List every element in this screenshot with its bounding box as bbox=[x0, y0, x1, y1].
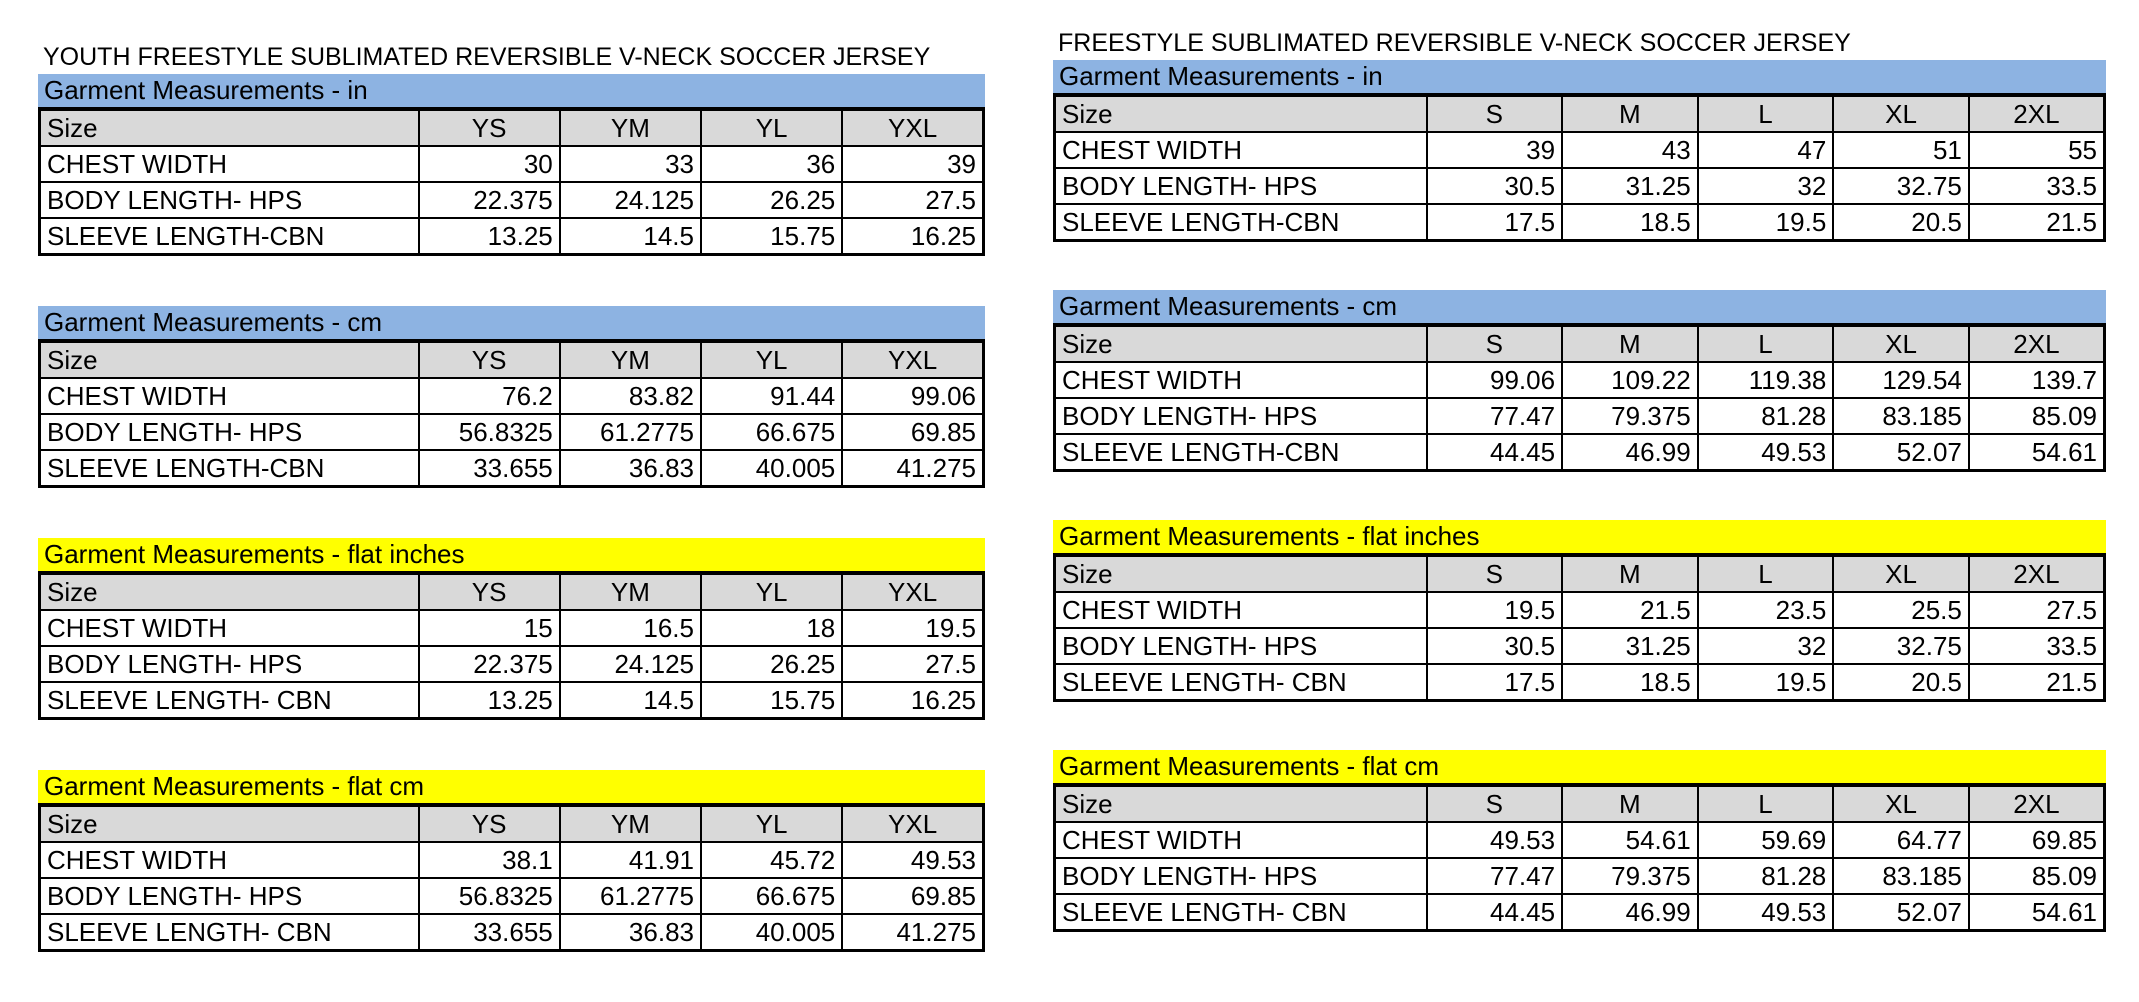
table-row bbox=[1055, 822, 2105, 858]
measurement-value: 22.375 bbox=[419, 646, 560, 682]
adult-sections bbox=[1053, 60, 2106, 980]
measurement-value: 45.72 bbox=[701, 842, 842, 878]
size-header: YL bbox=[701, 805, 842, 842]
table-row bbox=[40, 646, 984, 682]
adult-measurement-section bbox=[1053, 290, 2106, 520]
measurement-value: 59.69 bbox=[1698, 822, 1834, 858]
size-header: L bbox=[1698, 555, 1834, 592]
measurement-table bbox=[1053, 783, 2106, 932]
measurement-value: 77.47 bbox=[1427, 398, 1563, 434]
measurement-value: 44.45 bbox=[1427, 894, 1563, 931]
measurement-label: SLEEVE LENGTH- CBN bbox=[1055, 894, 1427, 931]
table-row bbox=[40, 218, 984, 255]
measurement-value: 13.25 bbox=[419, 682, 560, 719]
size-header: YL bbox=[701, 341, 842, 378]
measurement-value: 56.8325 bbox=[419, 414, 560, 450]
measurement-value: 66.675 bbox=[701, 414, 842, 450]
adult-measurement-section bbox=[1053, 520, 2106, 750]
measurement-value: 15.75 bbox=[701, 218, 842, 255]
table-row bbox=[40, 610, 984, 646]
table-row bbox=[1055, 204, 2105, 241]
measurement-value: 83.185 bbox=[1833, 398, 1969, 434]
measurement-label: CHEST WIDTH bbox=[40, 842, 419, 878]
measurement-table bbox=[1053, 553, 2106, 702]
measurement-value: 31.25 bbox=[1562, 628, 1698, 664]
measurement-value: 15 bbox=[419, 610, 560, 646]
measurement-value: 18 bbox=[701, 610, 842, 646]
measurement-value: 39 bbox=[1427, 132, 1563, 168]
measurement-value: 32 bbox=[1698, 168, 1834, 204]
measurement-value: 99.06 bbox=[842, 378, 983, 414]
measurement-value: 46.99 bbox=[1562, 894, 1698, 931]
table-row bbox=[40, 414, 984, 450]
size-header: YL bbox=[701, 109, 842, 146]
measurement-value: 21.5 bbox=[1969, 664, 2105, 701]
measurement-value: 21.5 bbox=[1969, 204, 2105, 241]
measurement-value: 30.5 bbox=[1427, 628, 1563, 664]
section-title: Garment Measurements - flat cm bbox=[1053, 750, 2106, 783]
size-header: YXL bbox=[842, 573, 983, 610]
measurement-value: 47 bbox=[1698, 132, 1834, 168]
measurement-value: 44.45 bbox=[1427, 434, 1563, 471]
size-column-header: Size bbox=[40, 109, 419, 146]
measurement-value: 32 bbox=[1698, 628, 1834, 664]
table-row bbox=[40, 878, 984, 914]
size-header: M bbox=[1562, 785, 1698, 822]
measurement-value: 69.85 bbox=[842, 414, 983, 450]
measurement-value: 49.53 bbox=[1698, 894, 1834, 931]
section-title: Garment Measurements - cm bbox=[1053, 290, 2106, 323]
adult-measurement-section bbox=[1053, 750, 2106, 980]
measurement-value: 26.25 bbox=[701, 182, 842, 218]
measurement-value: 55 bbox=[1969, 132, 2105, 168]
measurement-value: 38.1 bbox=[419, 842, 560, 878]
measurement-label: BODY LENGTH- HPS bbox=[1055, 858, 1427, 894]
measurement-value: 85.09 bbox=[1969, 858, 2105, 894]
size-header: YL bbox=[701, 573, 842, 610]
measurement-label: SLEEVE LENGTH-CBN bbox=[1055, 434, 1427, 471]
measurement-value: 16.5 bbox=[560, 610, 701, 646]
size-column-header: Size bbox=[1055, 325, 1427, 362]
table-header-row bbox=[1055, 95, 2105, 132]
measurement-value: 54.61 bbox=[1969, 434, 2105, 471]
size-header: S bbox=[1427, 95, 1563, 132]
measurement-label: BODY LENGTH- HPS bbox=[1055, 628, 1427, 664]
measurement-value: 30.5 bbox=[1427, 168, 1563, 204]
size-header: M bbox=[1562, 555, 1698, 592]
size-header: YS bbox=[419, 805, 560, 842]
measurement-value: 36 bbox=[701, 146, 842, 182]
table-header-row bbox=[1055, 555, 2105, 592]
table-header-row bbox=[40, 573, 984, 610]
measurement-value: 61.2775 bbox=[560, 414, 701, 450]
measurement-table bbox=[38, 107, 985, 256]
size-header: M bbox=[1562, 325, 1698, 362]
size-header: S bbox=[1427, 325, 1563, 362]
measurement-value: 83.185 bbox=[1833, 858, 1969, 894]
size-header: S bbox=[1427, 785, 1563, 822]
size-header: 2XL bbox=[1969, 325, 2105, 362]
measurement-value: 33 bbox=[560, 146, 701, 182]
measurement-label: CHEST WIDTH bbox=[40, 146, 419, 182]
measurement-value: 22.375 bbox=[419, 182, 560, 218]
measurement-value: 40.005 bbox=[701, 450, 842, 487]
size-header: YXL bbox=[842, 341, 983, 378]
measurement-value: 30 bbox=[419, 146, 560, 182]
measurement-value: 31.25 bbox=[1562, 168, 1698, 204]
youth-measurement-section bbox=[38, 74, 985, 306]
measurement-value: 85.09 bbox=[1969, 398, 2105, 434]
adult-product-title: FREESTYLE SUBLIMATED REVERSIBLE V-NECK SOCCER JERSEY bbox=[1058, 29, 1851, 57]
size-header: YM bbox=[560, 109, 701, 146]
measurement-value: 25.5 bbox=[1833, 592, 1969, 628]
section-title: Garment Measurements - flat cm bbox=[38, 770, 985, 803]
measurement-value: 20.5 bbox=[1833, 204, 1969, 241]
measurement-value: 18.5 bbox=[1562, 664, 1698, 701]
measurement-value: 40.005 bbox=[701, 914, 842, 951]
table-row bbox=[40, 914, 984, 951]
section-title: Garment Measurements - in bbox=[38, 74, 985, 107]
measurement-label: CHEST WIDTH bbox=[1055, 592, 1427, 628]
measurement-value: 36.83 bbox=[560, 450, 701, 487]
measurement-value: 99.06 bbox=[1427, 362, 1563, 398]
measurement-value: 36.83 bbox=[560, 914, 701, 951]
measurement-value: 77.47 bbox=[1427, 858, 1563, 894]
table-header-row bbox=[1055, 785, 2105, 822]
table-row bbox=[1055, 168, 2105, 204]
measurement-value: 81.28 bbox=[1698, 858, 1834, 894]
size-header: YM bbox=[560, 573, 701, 610]
measurement-value: 24.125 bbox=[560, 646, 701, 682]
size-header: YXL bbox=[842, 109, 983, 146]
measurement-value: 54.61 bbox=[1969, 894, 2105, 931]
measurement-value: 66.675 bbox=[701, 878, 842, 914]
measurement-label: BODY LENGTH- HPS bbox=[40, 878, 419, 914]
table-header-row bbox=[40, 805, 984, 842]
measurement-value: 49.53 bbox=[842, 842, 983, 878]
youth-measurement-section bbox=[38, 538, 985, 770]
measurement-value: 27.5 bbox=[842, 646, 983, 682]
measurement-value: 61.2775 bbox=[560, 878, 701, 914]
size-column-header: Size bbox=[40, 805, 419, 842]
measurement-value: 19.5 bbox=[1427, 592, 1563, 628]
measurement-value: 16.25 bbox=[842, 682, 983, 719]
measurement-value: 52.07 bbox=[1833, 894, 1969, 931]
measurement-value: 19.5 bbox=[1698, 664, 1834, 701]
measurement-value: 52.07 bbox=[1833, 434, 1969, 471]
size-header: XL bbox=[1833, 95, 1969, 132]
table-row bbox=[1055, 592, 2105, 628]
measurement-value: 16.25 bbox=[842, 218, 983, 255]
size-header: XL bbox=[1833, 785, 1969, 822]
measurement-value: 26.25 bbox=[701, 646, 842, 682]
measurement-table bbox=[1053, 93, 2106, 242]
measurement-value: 32.75 bbox=[1833, 168, 1969, 204]
measurement-label: SLEEVE LENGTH- CBN bbox=[1055, 664, 1427, 701]
measurement-value: 79.375 bbox=[1562, 398, 1698, 434]
size-column-header: Size bbox=[1055, 555, 1427, 592]
adult-measurement-section bbox=[1053, 60, 2106, 290]
size-header: 2XL bbox=[1969, 555, 2105, 592]
measurement-value: 43 bbox=[1562, 132, 1698, 168]
measurement-value: 21.5 bbox=[1562, 592, 1698, 628]
measurement-value: 13.25 bbox=[419, 218, 560, 255]
measurement-value: 33.5 bbox=[1969, 628, 2105, 664]
measurement-table bbox=[38, 339, 985, 488]
measurement-value: 91.44 bbox=[701, 378, 842, 414]
measurement-label: BODY LENGTH- HPS bbox=[40, 182, 419, 218]
measurement-value: 49.53 bbox=[1427, 822, 1563, 858]
size-header: 2XL bbox=[1969, 95, 2105, 132]
table-row bbox=[1055, 362, 2105, 398]
measurement-label: CHEST WIDTH bbox=[1055, 822, 1427, 858]
size-header: YM bbox=[560, 341, 701, 378]
size-header: L bbox=[1698, 785, 1834, 822]
size-header: L bbox=[1698, 95, 1834, 132]
measurement-value: 27.5 bbox=[842, 182, 983, 218]
measurement-label: BODY LENGTH- HPS bbox=[40, 646, 419, 682]
size-header: XL bbox=[1833, 555, 1969, 592]
youth-size-chart bbox=[38, 42, 985, 1002]
measurement-value: 17.5 bbox=[1427, 204, 1563, 241]
adult-size-chart bbox=[1053, 28, 2106, 980]
table-row bbox=[1055, 858, 2105, 894]
measurement-label: SLEEVE LENGTH-CBN bbox=[40, 218, 419, 255]
measurement-value: 41.91 bbox=[560, 842, 701, 878]
section-title: Garment Measurements - flat inches bbox=[1053, 520, 2106, 553]
measurement-value: 83.82 bbox=[560, 378, 701, 414]
size-header: XL bbox=[1833, 325, 1969, 362]
table-row bbox=[40, 682, 984, 719]
measurement-value: 119.38 bbox=[1698, 362, 1834, 398]
measurement-value: 32.75 bbox=[1833, 628, 1969, 664]
table-row bbox=[40, 450, 984, 487]
size-header: YXL bbox=[842, 805, 983, 842]
table-row bbox=[40, 842, 984, 878]
measurement-table bbox=[38, 803, 985, 952]
measurement-table bbox=[38, 571, 985, 720]
measurement-value: 20.5 bbox=[1833, 664, 1969, 701]
measurement-label: SLEEVE LENGTH- CBN bbox=[40, 914, 419, 951]
measurement-table bbox=[1053, 323, 2106, 472]
measurement-value: 54.61 bbox=[1562, 822, 1698, 858]
measurement-value: 69.85 bbox=[842, 878, 983, 914]
measurement-value: 81.28 bbox=[1698, 398, 1834, 434]
measurement-label: BODY LENGTH- HPS bbox=[1055, 168, 1427, 204]
table-row bbox=[40, 182, 984, 218]
measurement-value: 33.655 bbox=[419, 914, 560, 951]
measurement-value: 76.2 bbox=[419, 378, 560, 414]
measurement-value: 41.275 bbox=[842, 450, 983, 487]
measurement-label: BODY LENGTH- HPS bbox=[40, 414, 419, 450]
measurement-value: 19.5 bbox=[1698, 204, 1834, 241]
measurement-value: 24.125 bbox=[560, 182, 701, 218]
measurement-label: SLEEVE LENGTH-CBN bbox=[1055, 204, 1427, 241]
measurement-value: 15.75 bbox=[701, 682, 842, 719]
table-header-row bbox=[40, 341, 984, 378]
size-header: YS bbox=[419, 109, 560, 146]
measurement-value: 139.7 bbox=[1969, 362, 2105, 398]
measurement-value: 69.85 bbox=[1969, 822, 2105, 858]
measurement-value: 19.5 bbox=[842, 610, 983, 646]
measurement-value: 17.5 bbox=[1427, 664, 1563, 701]
size-header: YM bbox=[560, 805, 701, 842]
section-title: Garment Measurements - flat inches bbox=[38, 538, 985, 571]
measurement-value: 14.5 bbox=[560, 218, 701, 255]
youth-measurement-section bbox=[38, 770, 985, 1002]
section-title: Garment Measurements - in bbox=[1053, 60, 2106, 93]
measurement-value: 18.5 bbox=[1562, 204, 1698, 241]
size-header: YS bbox=[419, 341, 560, 378]
size-header: 2XL bbox=[1969, 785, 2105, 822]
table-row bbox=[1055, 894, 2105, 931]
table-row bbox=[40, 378, 984, 414]
table-header-row bbox=[1055, 325, 2105, 362]
size-header: L bbox=[1698, 325, 1834, 362]
measurement-label: BODY LENGTH- HPS bbox=[1055, 398, 1427, 434]
table-row bbox=[40, 146, 984, 182]
size-header: YS bbox=[419, 573, 560, 610]
measurement-value: 109.22 bbox=[1562, 362, 1698, 398]
measurement-label: CHEST WIDTH bbox=[40, 610, 419, 646]
measurement-label: SLEEVE LENGTH-CBN bbox=[40, 450, 419, 487]
measurement-value: 23.5 bbox=[1698, 592, 1834, 628]
measurement-value: 14.5 bbox=[560, 682, 701, 719]
measurement-value: 33.5 bbox=[1969, 168, 2105, 204]
measurement-value: 39 bbox=[842, 146, 983, 182]
measurement-label: SLEEVE LENGTH- CBN bbox=[40, 682, 419, 719]
measurement-value: 41.275 bbox=[842, 914, 983, 951]
measurement-value: 64.77 bbox=[1833, 822, 1969, 858]
measurement-label: CHEST WIDTH bbox=[1055, 132, 1427, 168]
measurement-value: 27.5 bbox=[1969, 592, 2105, 628]
measurement-value: 46.99 bbox=[1562, 434, 1698, 471]
youth-measurement-section bbox=[38, 306, 985, 538]
measurement-value: 33.655 bbox=[419, 450, 560, 487]
youth-sections bbox=[38, 74, 985, 1002]
size-column-header: Size bbox=[40, 573, 419, 610]
size-column-header: Size bbox=[40, 341, 419, 378]
measurement-label: CHEST WIDTH bbox=[40, 378, 419, 414]
youth-product-title: YOUTH FREESTYLE SUBLIMATED REVERSIBLE V-NECK SOCCER JERSEY bbox=[43, 43, 931, 71]
size-column-header: Size bbox=[1055, 785, 1427, 822]
table-row bbox=[1055, 628, 2105, 664]
measurement-value: 79.375 bbox=[1562, 858, 1698, 894]
measurement-value: 49.53 bbox=[1698, 434, 1834, 471]
measurement-value: 129.54 bbox=[1833, 362, 1969, 398]
size-column-header: Size bbox=[1055, 95, 1427, 132]
size-header: M bbox=[1562, 95, 1698, 132]
size-header: S bbox=[1427, 555, 1563, 592]
table-row bbox=[1055, 434, 2105, 471]
measurement-value: 51 bbox=[1833, 132, 1969, 168]
measurement-value: 56.8325 bbox=[419, 878, 560, 914]
table-header-row bbox=[40, 109, 984, 146]
table-row bbox=[1055, 664, 2105, 701]
table-row bbox=[1055, 132, 2105, 168]
section-title: Garment Measurements - cm bbox=[38, 306, 985, 339]
measurement-label: CHEST WIDTH bbox=[1055, 362, 1427, 398]
table-row bbox=[1055, 398, 2105, 434]
